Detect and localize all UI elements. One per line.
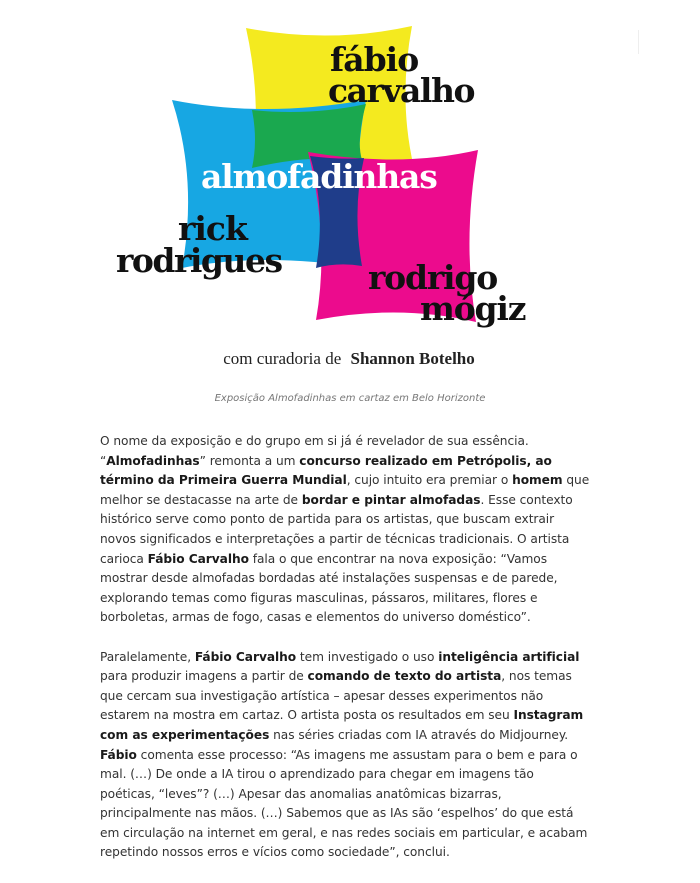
artist-top-line2: carvalho xyxy=(328,71,474,110)
paragraph-1 xyxy=(100,432,592,628)
text: tem investigado o uso xyxy=(296,649,439,664)
text: nas séries criadas com IA através do Midjourney. xyxy=(269,727,569,742)
artist-left-line1: rick xyxy=(178,209,247,248)
bold-text: Fábio Carvalho xyxy=(147,551,249,566)
artist-left-line2: rodrigues xyxy=(116,241,282,280)
bold-text: inteligência artificial xyxy=(438,649,580,664)
show-title: almofadinhas xyxy=(201,157,437,196)
text: , nos temas que cercam sua investigação artística – apesar desses experimentos não estarem na mostra em cartaz. O artista posta os resultados em seu xyxy=(100,669,572,723)
image-caption: Exposição Almofadinhas em cartaz em Belo Horizonte xyxy=(214,393,486,404)
article-body xyxy=(100,432,592,883)
artist-top-line1: fábio xyxy=(330,40,419,79)
text: que melhor se destacasse na arte de xyxy=(100,473,590,507)
bold-link[interactable]: Instagram com as experimentações xyxy=(100,708,584,742)
artist-right-line1: rodrigo xyxy=(368,258,498,297)
curator-prefix: com curadoria de xyxy=(223,349,342,368)
text: . Esse contexto histórico serve como ponto de partida para os artistas, que buscam extrair novos significados e interpretações a partir de técnicas tradicionais. O artista carioca xyxy=(100,492,573,566)
bold-text: concurso realizado em Petrópolis, ao término da Primeira Guerra Mundial xyxy=(100,453,552,488)
curator-line xyxy=(223,349,475,368)
text: comenta esse processo: “As imagens me assustam para o bem e para o mal. (…) De onde a IA tirou o aprendizado para chegar em imagens tão poéticas, “leves”? (…) Apesar das anomalias anatômicas bizarras, principalmente nas mãos. (…) Sabemos que as IAs são ‘espelhos’ do que está em circulação na internet em geral, e nas redes sociais em particular, e acabam repetindo nossos erros e vícios como sociedade”, conclui. xyxy=(100,747,588,860)
artist-right-line2: mógiz xyxy=(420,289,526,328)
bold-text: Almofadinhas xyxy=(106,453,200,468)
bold-text: Fábio xyxy=(100,747,137,762)
bold-text: comando de texto do artista xyxy=(307,669,502,684)
bold-text: homem xyxy=(512,473,563,488)
text: ” remonta a um xyxy=(199,453,300,468)
curator-name: Shannon Botelho xyxy=(350,349,475,368)
bold-text: Fábio Carvalho xyxy=(194,649,297,664)
text: para produzir imagens a partir de xyxy=(100,669,308,684)
text: Paralelamente, xyxy=(100,649,195,664)
poster-artwork xyxy=(0,0,700,395)
text: , cujo intuito era premiar o xyxy=(346,473,513,488)
paragraph-2 xyxy=(100,648,592,864)
text: fala o que encontrar na nova exposição: “Vamos mostrar desde almofadas bordadas até instalações suspensas e de parede, explorando temas como figuras masculinas, pássaros, militares, flores e borboletas, armas de fogo, casas e elementos do universo doméstico”. xyxy=(100,551,558,625)
exhibition-poster xyxy=(0,0,700,395)
text: O nome da exposição e do grupo em si já é revelador de sua essência. “ xyxy=(100,434,529,468)
bold-text: bordar e pintar almofadas xyxy=(301,492,481,507)
